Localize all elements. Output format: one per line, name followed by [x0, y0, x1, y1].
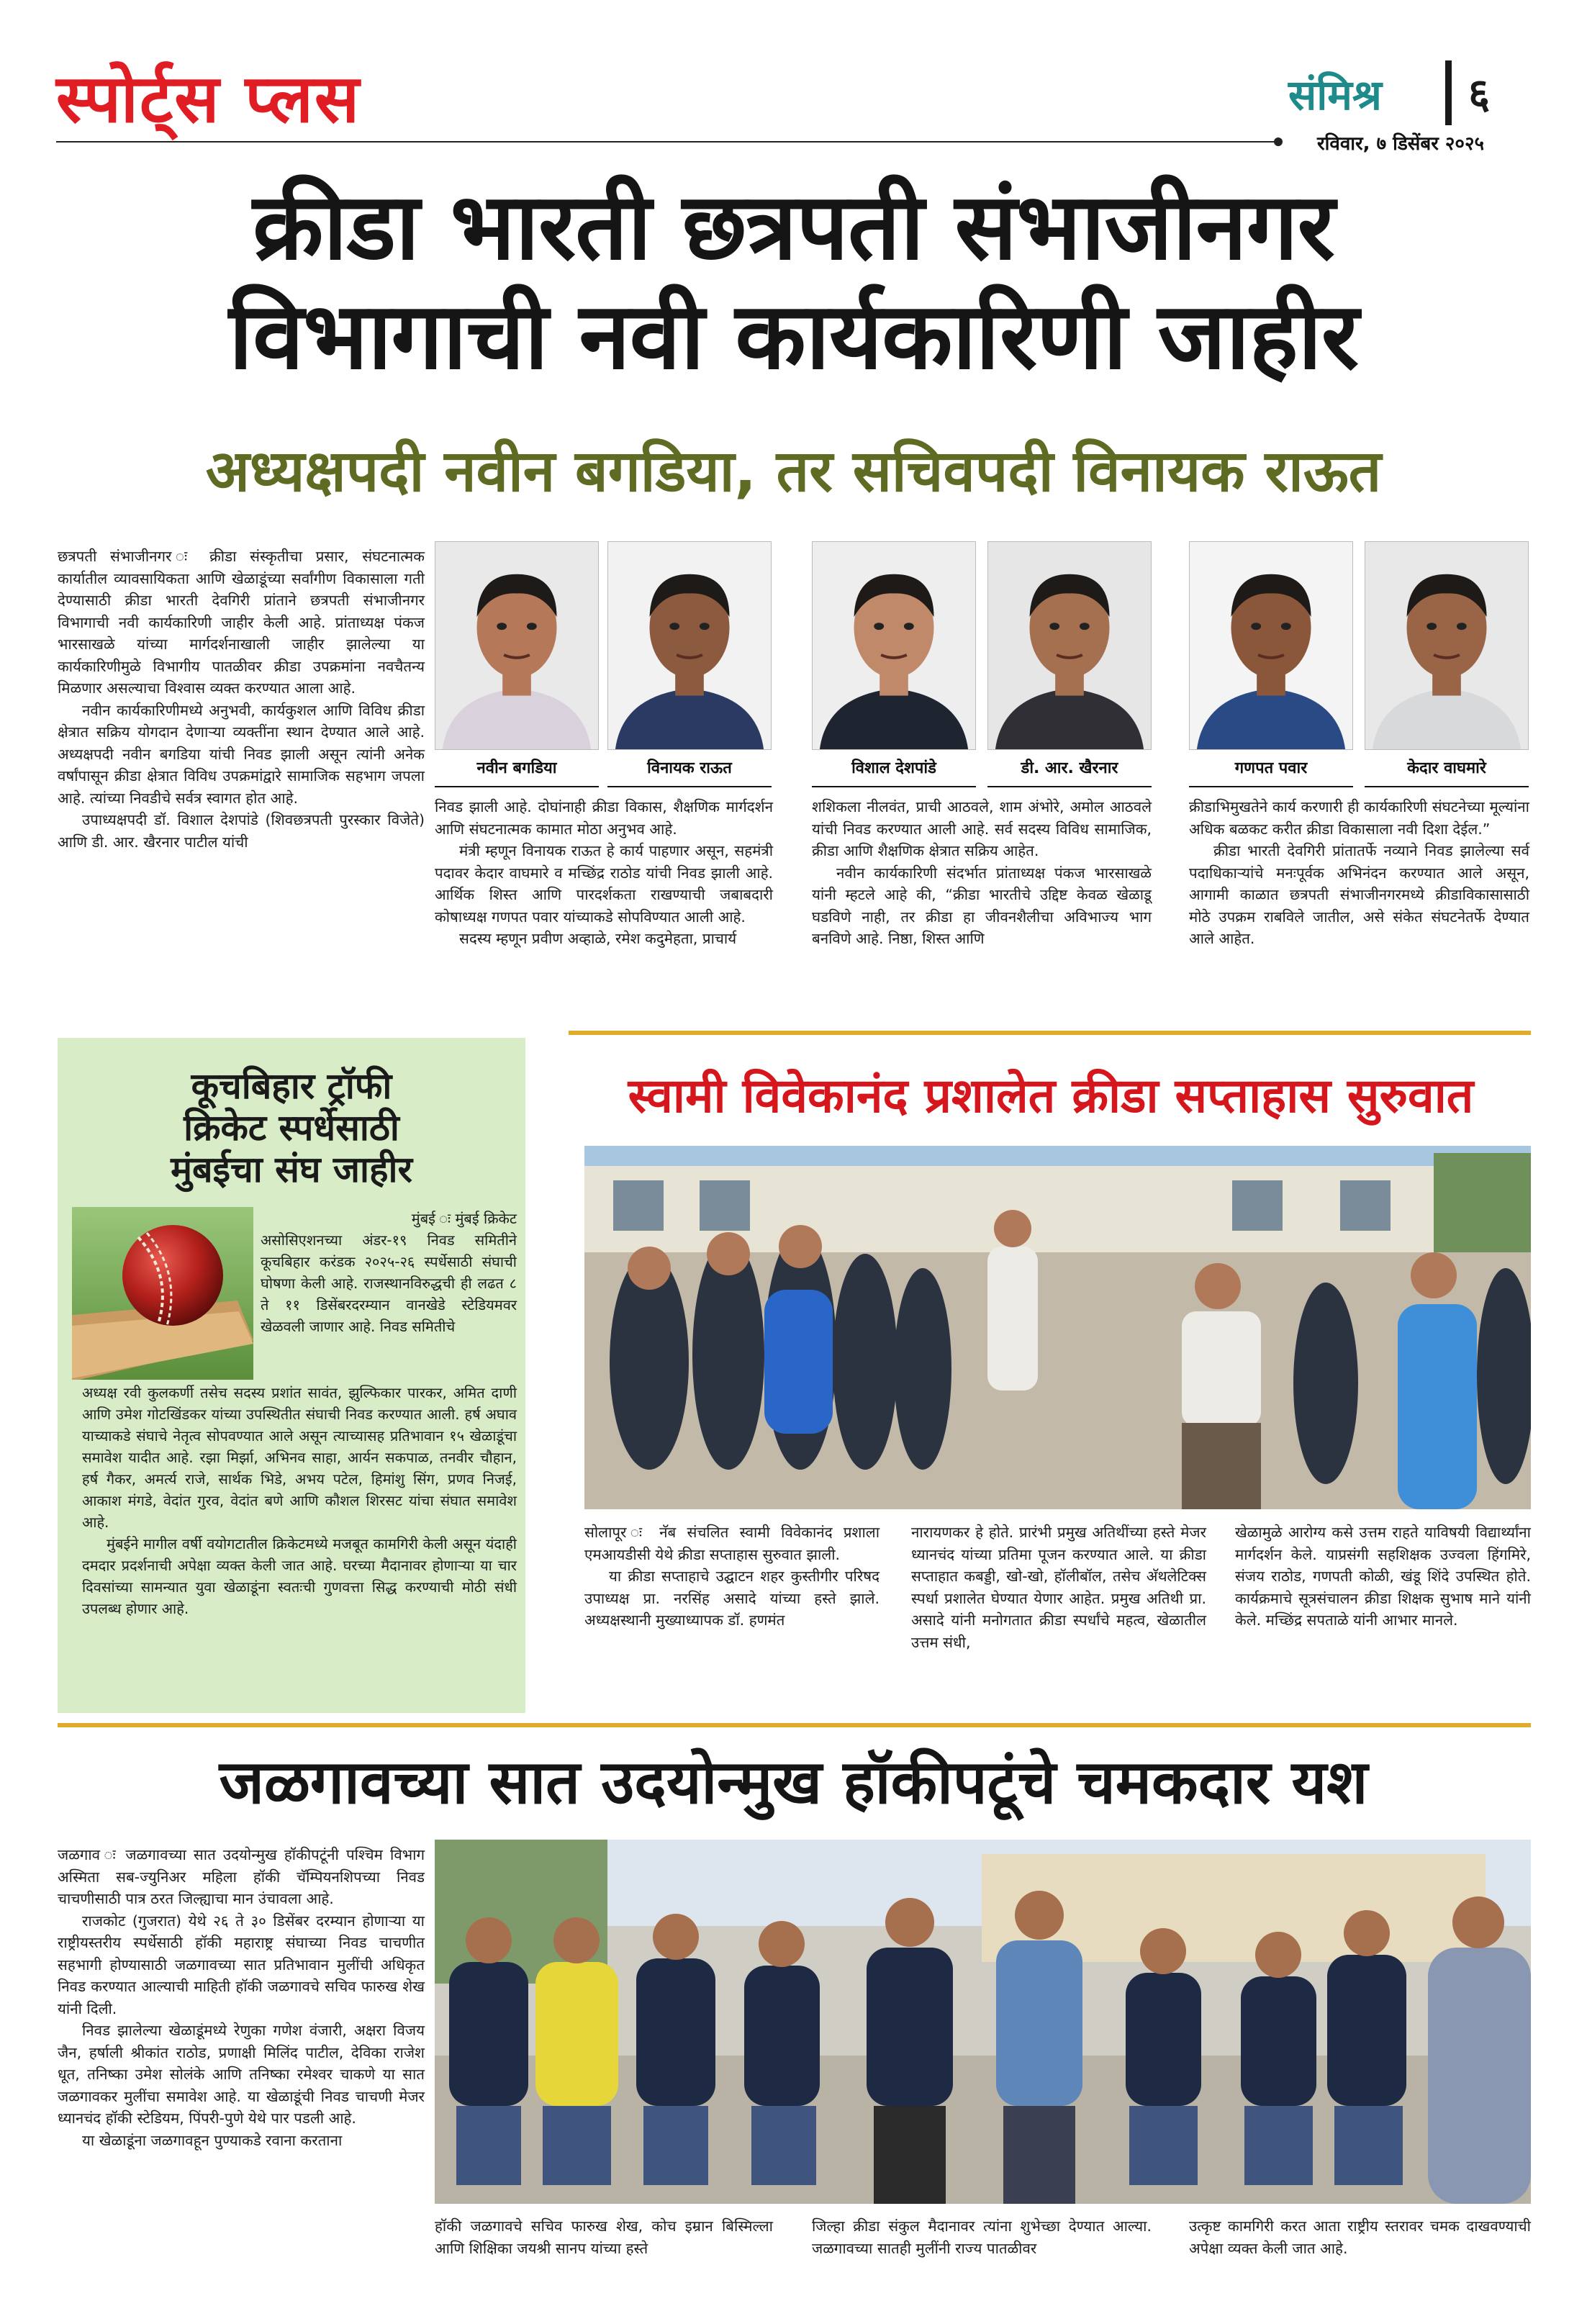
page-number: ६ [1468, 69, 1491, 118]
paragraph: निवड झालेल्या खेळाडूंमध्ये रेणुका गणेश वंजारी, अक्षरा विजय जैन, हर्षाली श्रीकांत राठोड, प्रणाक्षी मिलिंद पाटील, देविका राजेश धूत, तनिष्का उमेश सोलंके आणि तनिष्का रमेश्वर चाकणे या सात जळगावकर मुलींचा समावेश आहे. या खेळाडूंची निवड चाचणी मेजर ध्यानचंद हॉकी स्टेडियम, पिंपरी-पुणे येथे पार पडली आहे. [58, 2022, 425, 2127]
portrait-caption: विशाल देशपांडे [812, 750, 976, 787]
paragraph: जळगाव ः जळगावच्या सात उदयोन्मुख हॉकीपटूंनी पश्चिम विभाग अस्मिता सब-ज्युनिअर महिला हॉकी चॅम्पियनशिपच्या निवड चाचणीसाठी पात्र ठरत जिल्ह्याचा मान उंचावला आहे. [58, 1846, 425, 1907]
portrait-caption: केदार वाघमारे [1365, 750, 1529, 787]
paragraph: सोलापूर ः नॅब संचलित स्वामी विवेकानंद प्रशाला एमआयडीसी येथे क्रीडा सप्ताहास सुरुवात झाली. [584, 1524, 880, 1563]
portrait-photo [607, 541, 772, 750]
vivekanand-column-3 [1235, 1522, 1531, 1632]
section-divider [1445, 60, 1452, 125]
paragraph: नवीन कार्यकारिणीमध्ये अनुभवी, कार्यकुशल आणि विविध क्रीडा क्षेत्रात सक्रिय योगदान देणाऱ्या व्यक्तींना स्थान देण्यात आले आहे. अध्यक्षपदी नवीन बगडिया यांची निवड झाली असून त्यांनी अनेक वर्षांपासून क्रीडा क्षेत्रात विविध उपक्रमांद्वारे सामाजिक सहभाग जपला आहे. त्यांच्या निवडीचे सर्वत्र स्वागत होत आहे. [58, 701, 425, 807]
portrait-caption: गणपत पवार [1189, 750, 1353, 787]
paragraph: उत्कृष्ट कामगिरी करत आता राष्ट्रीय स्तरावर चमक दाखवण्याची अपेक्षा व्यक्त केली जात आहे. [1189, 2217, 1531, 2257]
hockey-headline: जळगावच्या सात उदयोन्मुख हॉकीपटूंचे चमकदार यश [219, 1747, 1368, 1817]
hockey-column-4 [1189, 2215, 1531, 2259]
cricket-headline [58, 1065, 525, 1190]
cricket-ball-photo [72, 1207, 253, 1380]
lead-subhead: अध्यक्षपदी नवीन बगडिया, तर सचिवपदी विनायक राऊत [205, 438, 1382, 505]
paragraph: जिल्हा क्रीडा संकुल मैदानावर त्यांना शुभेच्छा देण्यात आल्या. जळगावच्या सातही मुलींनी राज्य पातळीवर [812, 2217, 1152, 2257]
paragraph: क्रीडाभिमुखतेने कार्य करणारी ही कार्यकारिणी संघटनेच्या मूल्यांना अधिक बळकट करीत क्रीडा विकासाला नवी दिशा देईल.” [1189, 798, 1529, 838]
portrait-photo [1189, 541, 1353, 750]
paragraph: छत्रपती संभाजीनगर ः क्रीडा संस्कृतीचा प्रसार, संघटनात्मक कार्यातील व्यावसायिकता आणि खेळाडूंच्या सर्वांगीण विकासाला गती देण्यासाठी क्रीडा भारती देवगिरी प्रांताने छत्रपती संभाजीनगर विभागाची नवी कार्यकारिणी जाहीर केली आहे. प्रांताध्यक्ष पंकज भारसाखळे यांच्या मार्गदर्शनाखाली जाहीर झालेल्या या कार्यकारिणीमुळे विभागीय पातळीवर क्रीडा उपक्रमांना नवचैतन्य मिळणार असल्याचा विश्वास व्यक्त करण्यात आला आहे. [58, 548, 425, 697]
lead-column-3 [812, 796, 1152, 950]
vivekanand-headline: स्वामी विवेकानंद प्रशालेत क्रीडा सप्ताहास सुरुवात [628, 1068, 1474, 1123]
paragraph: या क्रीडा सप्ताहाचे उद्घाटन शहर कुस्तीगीर परिषद उपाध्यक्ष प्रा. नरसिंह असादे यांच्या हस्ते झाले. अध्यक्षस्थानी मुख्याध्यापक डॉ. हणमंत [584, 1568, 880, 1629]
portrait-caption: विनायक राऊत [607, 750, 772, 787]
cricket-body [82, 1382, 517, 1619]
headline-line-1: क्रीडा भारती छत्रपती संभाजीनगर [253, 173, 1334, 281]
sports-week-photo [584, 1146, 1531, 1509]
vivekanand-column-2 [911, 1522, 1206, 1653]
paragraph: सदस्य म्हणून प्रवीण अव्हाळे, रमेश कदुमेहता, प्राचार्य [459, 930, 737, 947]
portrait-photo [1365, 541, 1529, 750]
paragraph: या खेळाडूंना जळगावहून पुण्याकडे रवाना करताना [82, 2131, 343, 2149]
hockey-column-3 [812, 2215, 1152, 2259]
lead-headline [58, 173, 1529, 392]
dateline: रविवार, ७ डिसेंबर २०२५ [1317, 133, 1484, 155]
lead-column-2 [435, 796, 773, 950]
headline-line-2: विभागाची नवी कार्यकारिणी जाहीर [228, 283, 1359, 390]
paragraph: मुंबईने मागील वर्षी वयोगटातील क्रिकेटमध्ये मजबूत कामगिरी केली असून यंदाही दमदार प्रदर्शनाची अपेक्षा व्यक्त केली जात आहे. घरच्या मैदानावर होणाऱ्या या चार दिवसांच्या सामन्यात युवा खेळाडूंना स्वतःची गुणवत्ता सिद्ध करण्याची मोठी संधी उपलब्ध होणार आहे. [82, 1535, 517, 1617]
masthead-rule [56, 141, 1280, 143]
paragraph: राजकोट (गुजरात) येथे २६ ते ३० डिसेंबर दरम्यान होणाऱ्या या राष्ट्रीयस्तरीय स्पर्धेसाठी हॉकी महाराष्ट्र संघाच्या निवड चाचणीत सहभागी होण्यासाठी जळगावच्या सात प्रतिभावान मुलींची अधिकृत निवड करण्यात आल्याची माहिती हॉकी जळगावचे सचिव फारुख शेख यांनी दिली. [58, 1912, 425, 2017]
lead-column-1 [58, 546, 425, 853]
paragraph: खेळामुळे आरोग्य कसे उत्तम राहते याविषयी विद्यार्थ्यांना मार्गदर्शन केले. याप्रसंगी सहशिक्षक उज्वला हिंगमिरे, संजय राठोड, गणपती कोळी, खंडू शिंदे उपस्थित होते. कार्यक्रमाचे सूत्रसंचालन क्रीडा शिक्षक सुभाष माने यांनी केले. मच्छिंद्र सपताळे यांनी आभार मानले. [1235, 1524, 1531, 1629]
masthead-rule-dot [1274, 137, 1283, 146]
cricket-side-column [261, 1208, 517, 1337]
paragraph: अध्यक्ष रवी कुलकर्णी तसेच सदस्य प्रशांत सावंत, झुल्फिकार पारकर, अमित दाणी आणि उमेश गोटखिंडकर यांच्या उपस्थितीत संघाची निवड करण्यात आली. हर्ष अघाव याच्याकडे संघाचे नेतृत्व सोपवण्यात आले असून त्याच्यासह प्रतिभावान १५ खेळाडूंचा समावेश यादीत आहे. रझा मिर्झा, अभिनव साहा, आर्यन सकपाळ, तनवीर चौहान, हर्ष गैकर, अमर्त्य राजे, सार्थक भिडे, अभय पटेल, हिमांशु सिंग, प्रणव निजई, आकाश मंगडे, वेदांत गुरव, वेदांत बणे आणि कौशल शिरसट यांचा संघात समावेश आहे. [82, 1384, 517, 1531]
vivekanand-column-1 [584, 1522, 880, 1632]
hockey-column-1 [58, 1844, 425, 2151]
portrait-photo [987, 541, 1152, 750]
cricket-intro: मुंबई ः मुंबई क्रिकेट [411, 1210, 517, 1227]
portrait-photo [812, 541, 976, 750]
brand-logo: स्पोर्ट्स प्लस [56, 60, 361, 137]
hockey-team-photo [435, 1840, 1531, 2204]
portrait-photo [435, 541, 599, 750]
section-divider [569, 1031, 1531, 1035]
portrait-caption: नवीन बगडिया [435, 750, 599, 787]
paragraph: हॉकी जळगावचे सचिव फारुख शेख, कोच इम्रान बिस्मिल्ला आणि शिक्षिका जयश्री सानप यांच्या हस्ते [435, 2217, 773, 2257]
paragraph: असोसिएशनच्या अंडर-१९ निवड समितीने कूचबिहार करंडक २०२५-२६ स्पर्धेसाठी संघाची घोषणा केली आहे. राजस्थानविरुद्धची ही लढत ८ ते ११ डिसेंबरदरम्यान वानखेडे स्टेडियमवर खेळवली जाणार आहे. निवड समितीचे [261, 1231, 517, 1335]
paragraph: उपाध्यक्षपदी डॉ. विशाल देशपांडे (शिवछत्रपती पुरस्कार विजेते) आणि डी. आर. खैरनार पाटील यांची [58, 811, 425, 851]
paragraph: नवीन कार्यकारिणी संदर्भात प्रांताध्यक्ष पंकज भारसाखळे यांनी म्हटले आहे की, “क्रीडा भारतीचे उद्दिष्ट केवळ खेळाडू घडविणे नाही, तर क्रीडा हा जीवनशैलीचा अविभाज्य भाग बनविणे आहे. निष्ठा, शिस्त आणि [812, 864, 1152, 947]
cricket-headline-line-3: मुंबईचा संघ जाहीर [171, 1149, 412, 1190]
cricket-headline-line-2: क्रिकेट स्पर्धेसाठी [184, 1107, 399, 1149]
hockey-column-2 [435, 2215, 773, 2259]
paragraph: निवड झाली आहे. दोघांनाही क्रीडा विकास, शैक्षणिक मार्गदर्शन आणि संघटनात्मक कामात मोठा अनुभव आहे. [435, 798, 773, 838]
lead-column-4 [1189, 796, 1529, 950]
paragraph: मंत्री म्हणून विनायक राऊत हे कार्य पाहणार असून, सहमंत्री पदावर केदार वाघमारे व मच्छिंद्र राठोड यांची निवड झाली आहे. आर्थिक शिस्त आणि पारदर्शकता राखण्याची जबाबदारी कोषाध्यक्ष गणपत पवार यांच्याकडे सोपविण्यात आली आहे. [435, 842, 773, 926]
paragraph: शशिकला नीलवंत, प्राची आठवले, शाम अंभोरे, अमोल आठवले यांची निवड करण्यात आली आहे. सर्व सदस्य विविध सामाजिक, क्रीडा आणि शैक्षणिक क्षेत्रात सक्रिय आहेत. [812, 798, 1152, 859]
section-divider [58, 1723, 1531, 1727]
cricket-headline-line-1: कूचबिहार ट्रॉफी [191, 1065, 392, 1107]
portrait-caption: डी. आर. खैरनार [987, 750, 1152, 787]
section-name: संमिश्र [1288, 71, 1382, 119]
paragraph: नारायणकर हे होते. प्रारंभी प्रमुख अतिथींच्या हस्ते मेजर ध्यानचंद यांच्या प्रतिमा पूजन करण्यात आले. या क्रीडा सप्ताहात कबड्डी, खो-खो, हॉलीबॉल, तसेच अ‍ॅथलेटिक्स स्पर्धा प्रशालेत घेण्यात येणार आहेत. प्रमुख अतिथी प्रा. असादे यांनी मनोगतात क्रीडा स्पर्धांचे महत्व, खेळातील उत्तम संधी, [911, 1524, 1206, 1651]
paragraph: क्रीडा भारती देवगिरी प्रांतातर्फे नव्याने निवड झालेल्या सर्व पदाधिकाऱ्यांचे मनःपूर्वक अभिनंदन करण्यात आले असून, आगामी काळात छत्रपती संभाजीनगरमध्ये क्रीडाविकासासाठी मोठे उपक्रम राबविले जातील, असे संकेत संघटनेतर्फे देण्यात आले आहेत. [1189, 842, 1529, 947]
